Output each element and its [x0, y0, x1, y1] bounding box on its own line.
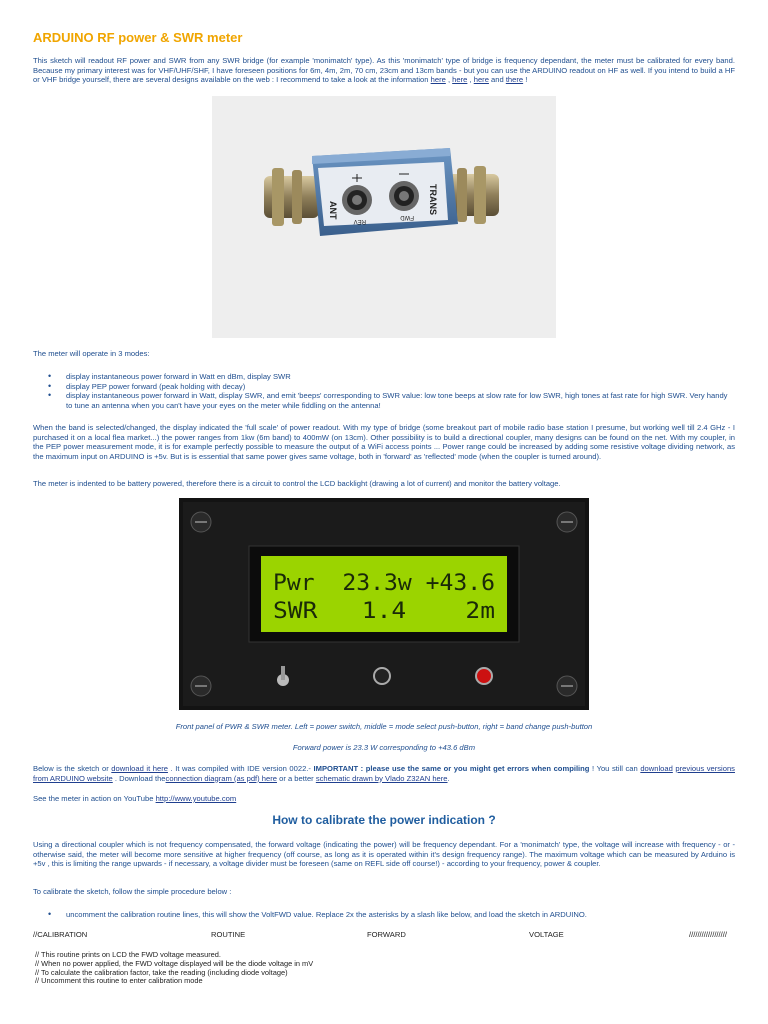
- modes-heading: The meter will operate in 3 modes:: [33, 349, 150, 358]
- intro-sep: ,: [467, 75, 474, 85]
- intro-paragraph: [33, 56, 735, 85]
- swr-bridge-image: [212, 96, 556, 338]
- download-previous-link[interactable]: download: [640, 764, 673, 773]
- label-trans: TRANS: [428, 184, 438, 215]
- previous-versions-link[interactable]: previous versions from ARDUINO website: [33, 764, 735, 783]
- procedure-intro: To calibrate the sketch, follow the simple procedure below :: [33, 887, 232, 896]
- sketch-text: . It was compiled with IDE version 0022.-: [167, 764, 314, 773]
- intro-end: !: [523, 75, 528, 85]
- intro-text: This sketch will readout RF power and SWR from any SWR bridge (for example 'monimatch' type). As this 'monimatch' type of bridge is frequency dependant, the meter must be calibrated for every band. Because my primary interest was for VHF/UHF/SHF, I have foreseen positions for 6m, 4m, 2m, 70 cm, 23cm and 13cm bands - but you can use the ARDUINO readout on HF as well. If you intend to build a HF or VHF bridge yourself, there are several designs available on the web : I recommend to take a look at the information: [33, 56, 735, 85]
- list-item: • display instantaneous power forward in Watt, display SWR, and emit 'beeps' corresponding to SWR value: low tone beeps at slow rate for low SWR, high tones at fast rate for high SWR. Very handy to tune an antenna when you can't have your eyes on the meter while fiddling on the antenna!: [33, 391, 735, 410]
- code-line: // To calculate the calibration factor, take the reading (including diode voltage): [35, 967, 288, 977]
- modes-list: [33, 372, 735, 410]
- lcd-line-1: Pwr 23.3w +43.6: [273, 571, 495, 596]
- code-line: // When no power applied, the FWD voltage displayed will be the diode voltage in mV: [35, 958, 314, 968]
- youtube-text: See the meter in action on YouTube: [33, 794, 156, 803]
- battery-paragraph: The meter is indented to be battery powered, therefore there is a circuit to control the LCD backlight (drawing a lot of current) and monitor the battery voltage.: [33, 479, 561, 488]
- photo-caption-power: Forward power is 23.3 W corresponding to +43.6 dBm: [292, 743, 476, 752]
- calib-col-2: ROUTINE: [211, 930, 246, 939]
- list-item: • uncomment the calibration routine lines, this will show the VoltFWD value. Replace 2x the asterisks by a slash like below, and load the sketch in ARDUINO.: [33, 910, 735, 920]
- link-here-1[interactable]: here: [430, 75, 446, 85]
- download-link[interactable]: download it here: [111, 764, 168, 773]
- calib-col-4: VOLTAGE: [529, 930, 564, 939]
- calib-col-3: FORWARD: [367, 930, 406, 939]
- calib-col-1: //CALIBRATION: [33, 930, 88, 939]
- sketch-text: Below is the sketch or: [33, 764, 112, 773]
- label-rev: REV: [353, 218, 366, 224]
- page-title: ARDUINO RF power & SWR meter: [33, 30, 243, 45]
- label-fwd: FWD: [400, 214, 414, 220]
- sketch-text: .: [447, 773, 450, 783]
- schematic-link[interactable]: schematic drawn by Vlado Z32AN here: [315, 773, 448, 783]
- band-button[interactable]: [476, 668, 492, 684]
- swr-bridge-photo: [212, 96, 556, 338]
- code-comments: [35, 951, 313, 986]
- photo-caption: Front panel of PWR & SWR meter. Left = power switch, middle = mode select push-button, right = band change push-button: [175, 722, 593, 731]
- list-item: • display PEP power forward (peak holding with decay): [33, 382, 735, 392]
- calibrate-paragraph: Using a directional coupler which is not frequency compensated, the forward voltage (indicating the power) will be frequency dependant. For a 'monimatch' type, the voltage will increase with frequency - or - otherwise said, the meter will become more sensitive at higher frequency (off course, as long as it is operated within it's design frequency range). The maximum voltage which can be measured by Arduino is +5v , this is limiting the range upwards - if necessary, a voltage divider must be foreseen (same on REFL side off course!) - according to your frequency, power & coupler.: [33, 840, 735, 869]
- sketch-text: . Download the: [112, 773, 166, 783]
- important-note: IMPORTANT : please use the same or you might get errors when compiling: [313, 764, 590, 773]
- sketch-paragraph: [33, 764, 735, 783]
- band-paragraph: When the band is selected/changed, the display indicated the 'full scale' of power readout. With my type of bridge (some breakout part of mobile radio base station I presume, but working well till 2.4 GHz - I purchased it on a local flea market...) the power ranges from 1kw (6m band) to 400mW (on 13cm). Other possibility is to build a directional coupler, many designs can be found on the net. With my coupler, in the PEP power measurement mode, it is for example perfectly possible to measure the output of a WiFi access points ... Power range could be increased by adding some resistive voltage dividing network, as the maximum input on ARDUINO is +5v. But is is essential that same power gives same voltage, both in 'forward' as 'reflected' mode (when the coupler is turned around).: [33, 423, 735, 461]
- lcd-panel-photo: [179, 498, 589, 710]
- link-here-2[interactable]: here: [452, 75, 468, 85]
- sketch-text: or a better: [276, 773, 316, 783]
- intro-sep: ,: [445, 75, 453, 85]
- link-here-3[interactable]: here: [473, 75, 489, 85]
- intro-sep: and: [488, 75, 506, 85]
- youtube-link[interactable]: http://www.youtube.com: [155, 794, 237, 803]
- lcd-panel-image: [179, 498, 589, 710]
- code-line: // Uncomment this routine to enter calibration mode: [35, 976, 203, 986]
- calibrate-heading: How to calibrate the power indication ?: [272, 813, 496, 827]
- sketch-text: ! You still can: [589, 764, 641, 773]
- mode-button[interactable]: [374, 668, 390, 684]
- procedure-list: [33, 910, 735, 920]
- code-line: // This routine prints on LCD the FWD voltage measured.: [35, 950, 221, 959]
- calib-col-5: //////////////////: [689, 930, 727, 939]
- lcd-line-2: SWR 1.4 2m: [273, 599, 495, 624]
- youtube-paragraph: [33, 794, 735, 804]
- connection-diagram-link[interactable]: connection diagram (as pdf) here: [165, 773, 277, 783]
- list-item: • display instantaneous power forward in Watt en dBm, display SWR: [33, 372, 735, 382]
- calibration-code-header: [33, 930, 735, 942]
- link-there[interactable]: there: [505, 75, 524, 85]
- label-ant: ANT: [328, 201, 338, 220]
